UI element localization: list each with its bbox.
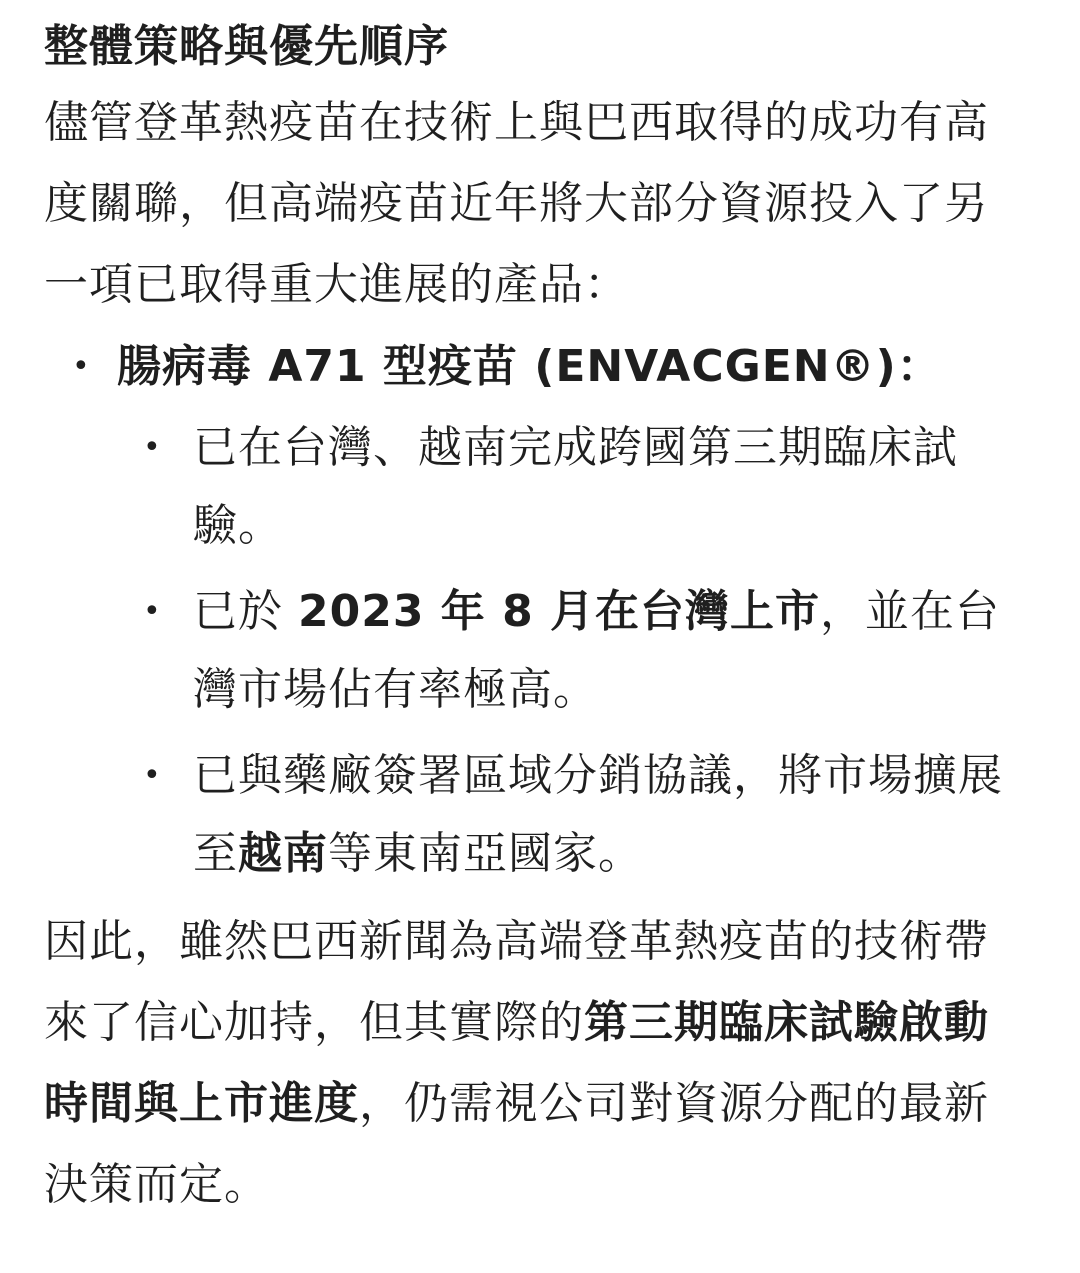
point-text-pre: 已與藥廠簽署區域分銷協議，將市場擴展至 — [193, 750, 1003, 879]
point-text-bold: 越南 — [238, 828, 328, 879]
list-item — [117, 409, 1020, 565]
conclusion-text-2: ，仍需視公司對資源分配的最新決策而定。 — [44, 1078, 989, 1210]
product-list — [44, 325, 1020, 893]
point-text-pre: 已於 — [193, 586, 298, 637]
bullet-icon: • — [143, 594, 162, 629]
product-points — [117, 409, 1020, 893]
point-text-bold: 2023 年 8 月在台灣上市 — [298, 586, 821, 637]
conclusion-bold: 第三期臨床試驗啟動時間與上市進度 — [44, 997, 989, 1129]
point-text-post: 等東南亞國家。 — [328, 828, 643, 879]
product-item — [44, 325, 1020, 893]
conclusion-text-1: 因此，雖然巴西新聞為高端登革熱疫苗的技術帶來了信心加持，但其實際的 — [44, 916, 989, 1048]
section-heading: 整體策略與優先順序 — [44, 21, 449, 72]
intro-paragraph: 儘管登革熱疫苗在技術上與巴西取得的成功有高度關聯，但高端疫苗近年將大部分資源投入了另一項已取得重大進展的產品： — [44, 97, 989, 310]
bullet-icon: • — [143, 430, 162, 465]
list-item — [117, 573, 1020, 729]
point-text-post: ，並在台灣市場佔有率極高。 — [193, 586, 1001, 715]
bullet-icon: • — [72, 349, 91, 384]
point-text: 已在台灣、越南完成跨國第三期臨床試驗。 — [193, 422, 958, 551]
bullet-icon: • — [143, 758, 162, 793]
conclusion-paragraph — [44, 901, 1020, 1225]
product-label: 腸病毒 A71 型疫苗 (ENVACGEN®)： — [117, 341, 942, 392]
list-item — [117, 737, 1020, 893]
